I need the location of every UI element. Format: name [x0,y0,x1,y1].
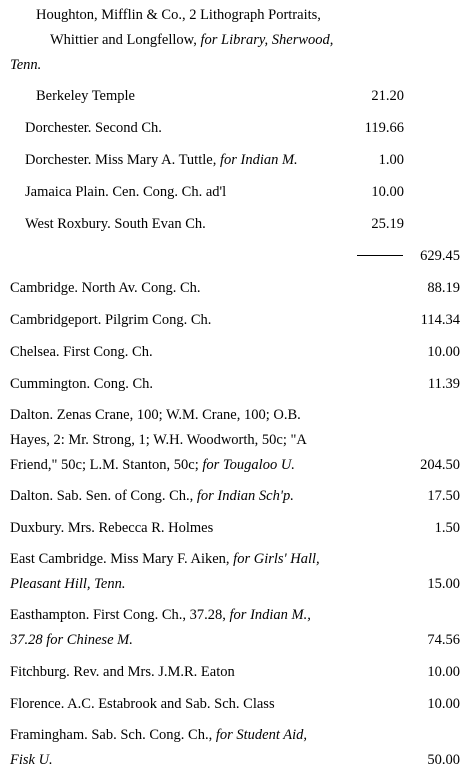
amount-subtotal: 629.45 [420,248,460,264]
amount-dalton: 204.50 [420,457,460,473]
entry-dalton-line-1: Dalton. Zenas Crane, 100; W.M. Crane, 100; O.B. [10,407,301,423]
entry-dalton-line-3: Friend," 50c; L.M. Stanton, 50c; for Tougaloo U. [10,457,295,473]
amount-dalton-sab: 17.50 [427,488,460,504]
entry-easthampton-line-2: 37.28 for Chinese M. [10,632,133,648]
amount-cambridgeport: 114.34 [420,312,460,328]
amount-east-cambridge: 15.00 [427,576,460,592]
amount-dorchester-tuttle: 1.00 [378,152,404,168]
amount-jamaica-plain: 10.00 [371,184,404,200]
subtotal-rule [357,255,403,256]
entry-dorchester-second: Dorchester. Second Ch. [25,120,162,136]
entry-berkeley: Berkeley Temple [36,88,135,104]
entry-chelsea: Chelsea. First Cong. Ch. [10,344,153,360]
entry-duxbury: Duxbury. Mrs. Rebecca R. Holmes [10,520,214,536]
entry-east-cambridge-line-1: East Cambridge. Miss Mary F. Aiken, for Girls' Hall, [10,551,320,567]
amount-florence: 10.00 [427,696,460,712]
entry-dalton-sab: Dalton. Sab. Sen. of Cong. Ch., for Indian Sch'p. [10,488,294,504]
entry-cambridgeport: Cambridgeport. Pilgrim Cong. Ch. [10,312,212,328]
entry-easthampton-line-1: Easthampton. First Cong. Ch., 37.28, for Indian M., [10,607,311,623]
entry-framingham-line-1: Framingham. Sab. Sch. Cong. Ch., for Student Aid, [10,727,307,743]
amount-duxbury: 1.50 [434,520,460,536]
entry-florence: Florence. A.C. Estabrook and Sab. Sch. Class [10,696,275,712]
entry-framingham-line-2: Fisk U. [10,752,53,768]
entry-fitchburg: Fitchburg. Rev. and Mrs. J.M.R. Eaton [10,664,235,680]
entry-houghton-line-3: Tenn. [10,57,42,73]
amount-framingham: 50.00 [427,752,460,768]
entry-houghton-line-2: Whittier and Longfellow, for Library, Sherwood, [50,32,334,48]
amount-cummington: 11.39 [427,376,460,392]
entry-dorchester-tuttle: Dorchester. Miss Mary A. Tuttle, for Indian M. [25,152,298,168]
entry-dalton-line-2: Hayes, 2: Mr. Strong, 1; W.H. Woodworth, 50c; "A [10,432,307,448]
entry-houghton-line-1: Houghton, Mifflin & Co., 2 Lithograph Portraits, [36,7,321,23]
entry-west-roxbury: West Roxbury. South Evan Ch. [25,216,206,232]
entry-cambridge: Cambridge. North Av. Cong. Ch. [10,280,201,296]
amount-dorchester-second: 119.66 [364,120,404,136]
amount-cambridge: 88.19 [427,280,460,296]
amount-chelsea: 10.00 [427,344,460,360]
amount-fitchburg: 10.00 [427,664,460,680]
amount-berkeley: 21.20 [371,88,404,104]
entry-east-cambridge-line-2: Pleasant Hill, Tenn. [10,576,126,592]
amount-easthampton: 74.56 [427,632,460,648]
amount-west-roxbury: 25.19 [371,216,404,232]
entry-cummington: Cummington. Cong. Ch. [10,376,154,392]
entry-jamaica-plain: Jamaica Plain. Cen. Cong. Ch. ad'l [25,184,227,200]
